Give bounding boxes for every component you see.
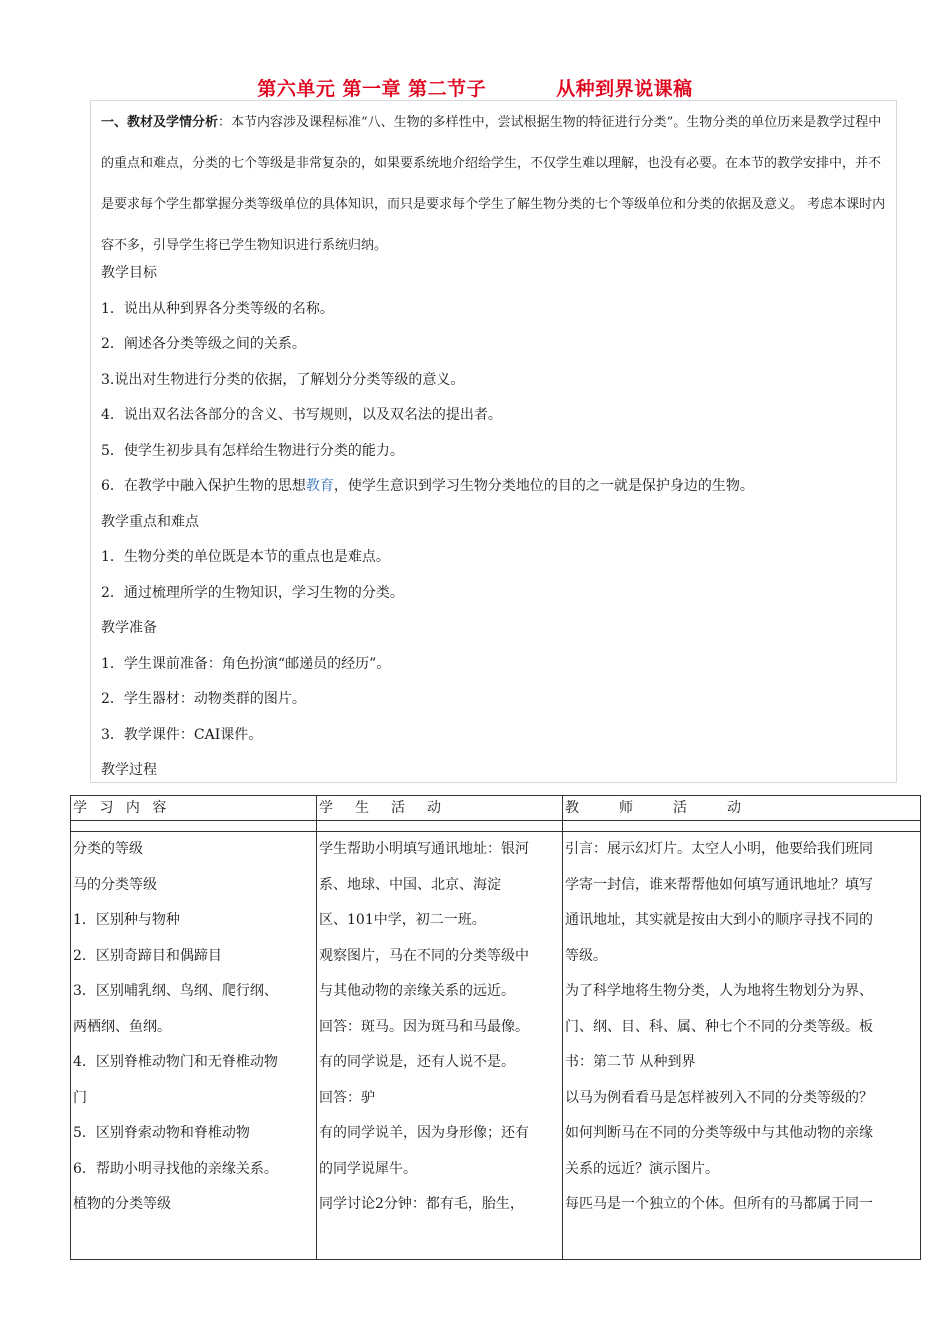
teacher-line: 如何判断马在不同的分类等级中与其他动物的亲缘 [565,1125,873,1141]
keypoint-item: 1．生物分类的单位既是本节的重点也是难点。 [101,549,390,565]
content-line: 门 [73,1089,87,1106]
prep-heading: 教学准备 [101,620,157,636]
student-cell [317,832,563,1260]
goal-item: 1．说出从种到界各分类等级的名称。 [101,300,334,317]
student-line: 回答：斑马。因为斑马和马最像。 [319,1018,529,1035]
student-line: 的同学说犀牛。 [319,1160,417,1177]
header-teacher: 教 师 活 动 [563,796,921,821]
content-line: 4．区别脊椎动物门和无脊椎动物 [73,1054,278,1070]
process-heading: 教学过程 [101,762,157,778]
content-line: 1．区别种与物种 [73,912,180,928]
table-row [71,832,921,1260]
student-line: 区、101中学，初二一班。 [319,912,486,928]
teacher-line: 书：第二节 从种到界 [565,1054,696,1070]
goal-item: 5．使学生初步具有怎样给生物进行分类的能力。 [101,442,404,459]
teacher-line: 以马为例看看马是怎样被列入不同的分类等级的？ [565,1089,873,1106]
goal-item: 4．说出双名法各部分的含义、书写规则，以及双名法的提出者。 [101,407,502,423]
page-title [0,74,950,101]
prep-item: 1．学生课前准备：角色扮演“邮递员的经历”。 [101,655,391,672]
teacher-line: 关系的远近？演示图片。 [565,1160,719,1177]
intro-label: 一、教材及学情分析 [101,115,219,130]
content-line: 两栖纲、鱼纲。 [73,1018,171,1035]
header-student: 学 生 活 动 [317,796,563,821]
table-header-row [71,796,921,821]
teacher-line: 学寄一封信，谁来帮帮他如何填写通讯地址？填写 [565,876,873,893]
teacher-line: 引言：展示幻灯片。太空人小明，他要给我们班同 [565,841,873,857]
goal-item-6-rest: ，使学生意识到学习生物分类地位的目的之一就是保护身边的生物。 [333,478,754,494]
student-line: 系、地球、中国、北京、海淀 [319,876,501,893]
goal-item-6-text: 6．在教学中融入保护生物的思想 [101,478,306,494]
student-line: 有的同学说羊，因为身形像；还有 [319,1125,529,1141]
student-line: 与其他动物的亲缘关系的远近。 [319,983,515,999]
education-link[interactable]: 教育 [305,478,334,494]
spacer-cell [563,821,921,832]
spacer-cell [317,821,563,832]
student-line: 同学讨论2分钟：都有毛，胎生， [319,1196,524,1212]
intro-text: ：本节内容涉及课程标准“八、生物的多样性中，尝试根据生物的特征进行分类”。生物分类的单位历来是教学过程中的重点和难点，分类的七个等级是非常复杂的，如果要系统地介绍给学生，不仅学生难以理解，也没有必要。在本节的教学安排中，并不是要求每个学生都掌握分类等级单位的具体知识，而只是要求每个学生了解生物分类的七个等级单位和分类的依据及意义。 考虑本课时内容不多，引导学生将已学生物知识进行系统归纳。 [101,115,886,253]
spacer-cell [71,821,317,832]
student-line: 学生帮助小明填写通讯地址：银河 [319,841,529,857]
teacher-line: 每匹马是一个独立的个体。但所有的马都属于同一 [565,1196,873,1212]
header-content: 学 习 内 容 [71,796,317,821]
content-cell [71,832,317,1260]
keypoints-heading: 教学重点和难点 [101,513,199,530]
keypoint-item: 2．通过梳理所学的生物知识，学习生物的分类。 [101,584,404,601]
teacher-line: 通讯地址，其实就是按由大到小的顺序寻找不同的 [565,912,873,928]
content-line: 分类的等级 [73,841,143,857]
prep-item: 3．教学课件：CAI课件。 [101,726,263,743]
title-left: 第六单元 第一章 第二节子 [257,78,487,100]
goals-section [101,256,891,789]
teaching-process-table [70,795,921,1260]
teacher-line: 等级。 [565,947,607,964]
teacher-cell [563,832,921,1260]
teacher-line: 为了科学地将生物分类，人为地将生物划分为界、 [565,983,873,999]
table-spacer-row [71,821,921,832]
goal-item-6 [101,469,891,505]
student-line: 回答：驴 [319,1089,375,1106]
goal-item: 3.说出对生物进行分类的依据，了解划分分类等级的意义。 [101,371,465,388]
student-line: 有的同学说是，还有人说不是。 [319,1054,515,1070]
goals-heading: 教学目标 [101,265,157,281]
content-line: 6．帮助小明寻找他的亲缘关系。 [73,1160,278,1177]
teacher-line: 门、纲、目、科、属、种七个不同的分类等级。板 [565,1018,873,1035]
title-right: 从种到界说课稿 [556,78,693,100]
content-line: 马的分类等级 [73,876,157,893]
content-line: 3．区别哺乳纲、鸟纲、爬行纲、 [73,983,278,999]
content-line: 5．区别脊索动物和脊椎动物 [73,1125,250,1141]
intro-paragraph [101,102,891,266]
goal-item: 2．阐述各分类等级之间的关系。 [101,336,306,352]
prep-item: 2．学生器材：动物类群的图片。 [101,691,306,707]
content-line: 2．区别奇蹄目和偶蹄目 [73,947,222,964]
content-line: 植物的分类等级 [73,1196,171,1212]
student-line: 观察图片，马在不同的分类等级中 [319,947,529,964]
